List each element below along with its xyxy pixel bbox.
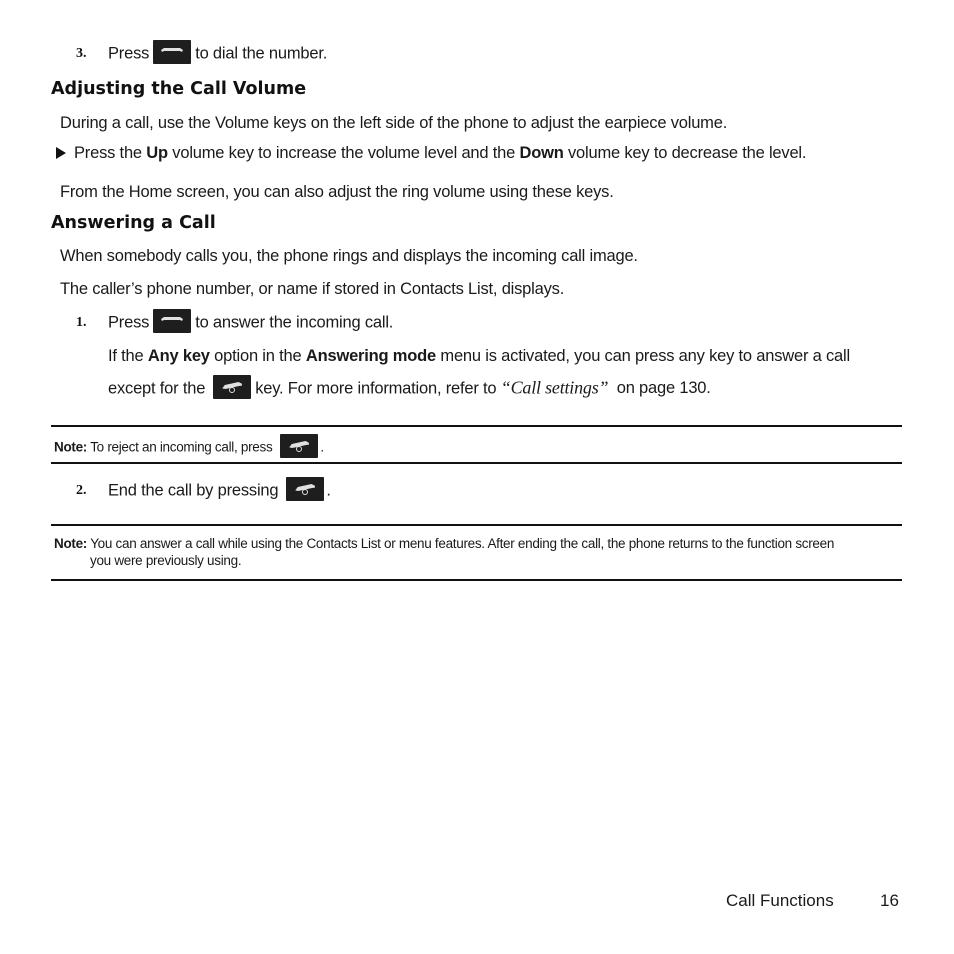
section-heading-answering: Answering a Call bbox=[51, 213, 216, 233]
step-2-text: End the call by pressing . bbox=[108, 479, 331, 503]
note-bottom-rule bbox=[51, 462, 902, 464]
down-key-label: Down bbox=[519, 144, 564, 162]
note-contacts-line2: you were previously using. bbox=[90, 553, 242, 568]
send-key-icon bbox=[153, 40, 191, 64]
paragraph: When somebody calls you, the phone rings and displays the incoming call image. bbox=[60, 247, 638, 265]
note-label: Note: bbox=[54, 536, 87, 551]
step-text: Press bbox=[108, 44, 150, 63]
any-key-paragraph-line1: If the Any key option in the Answering mode menu is activated, you can press any key to answer a call bbox=[108, 347, 850, 365]
any-key-label: Any key bbox=[147, 347, 210, 365]
page-number: 16 bbox=[880, 891, 899, 910]
end-key-icon bbox=[286, 477, 324, 501]
step-3-text bbox=[108, 42, 327, 66]
step-number: 3. bbox=[76, 46, 87, 61]
step-text: Press bbox=[108, 313, 150, 332]
end-key-icon bbox=[280, 434, 318, 458]
end-key-icon bbox=[213, 375, 251, 399]
note-top-rule bbox=[51, 425, 902, 427]
bullet-item: Press the Up volume key to increase the volume level and the Down volume key to decrease the level. bbox=[56, 144, 806, 163]
triangle-bullet-icon bbox=[56, 145, 66, 164]
step-1 bbox=[76, 313, 87, 331]
paragraph: The caller’s phone number, or name if stored in Contacts List, displays. bbox=[60, 280, 565, 298]
step-number: 1. bbox=[76, 315, 87, 330]
step-text: to dial the number. bbox=[195, 44, 328, 63]
step-2 bbox=[76, 481, 87, 499]
note-contacts: Note: You can answer a call while using the Contacts List or menu features. After ending the call, the phone returns to the function screen bbox=[54, 536, 835, 551]
up-key-label: Up bbox=[146, 144, 168, 162]
cross-reference-link[interactable]: “Call settings” bbox=[500, 377, 609, 398]
paragraph: During a call, use the Volume keys on the left side of the phone to adjust the earpiece volume. bbox=[60, 114, 728, 132]
answering-mode-label: Answering mode bbox=[305, 347, 437, 365]
note-reject: Note: To reject an incoming call, press . bbox=[54, 436, 324, 460]
step-3 bbox=[76, 44, 87, 62]
note-bottom-rule bbox=[51, 579, 902, 581]
note-top-rule bbox=[51, 524, 902, 526]
step-text: End the call by pressing bbox=[108, 481, 279, 500]
send-key-icon bbox=[153, 309, 191, 333]
step-text: to answer the incoming call. bbox=[195, 313, 394, 332]
step-number: 2. bbox=[76, 483, 87, 498]
footer-section: Call Functions bbox=[726, 891, 834, 910]
any-key-paragraph-line2: except for the key. For more information, refer to “Call settings” on page 130. bbox=[108, 377, 711, 401]
step-1-text bbox=[108, 311, 393, 335]
paragraph: From the Home screen, you can also adjust the ring volume using these keys. bbox=[60, 183, 614, 201]
note-label: Note: bbox=[54, 439, 87, 455]
section-heading-volume: Adjusting the Call Volume bbox=[51, 79, 307, 99]
